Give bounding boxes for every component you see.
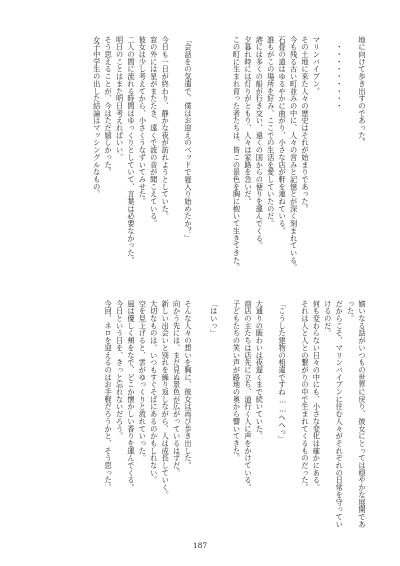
text-column-left-top: 「会話をの気遣で、僕はお迎えのベッドで寝入り始めたか？」 今日も一日が終わり、静かな夜が訪れようとしていた。 窓の外には星がまたたき、遠くで波の音が聞こえている。 彼女は少し考えてから、小さくうなずいてみせた。 二人の間に流れる時間はゆっくりとしていて、言葉は必要なかった。 明日のことはまた明日考えればいい。 そう思えることが、今はただ嬉しかった。 女子中学生の出した結論はマッシングルなもの。 (92, 36, 193, 264)
text-column-right-bottom: 嬉いなる話がいつもの世界に戻り、彼女にとっては穏やかな展開であった。 だからこそ、マリンバイブンに住む人々がそれぞれの日常を守っていけるのだ。 何も変わらない日々の中にも、小さな変化は確かにある。 それは人と人との繋がりの中で生まれてくるものだった。 「こうした建物の相違ですね……へへっ」 大通りの賑わいは夜遅くまで続いていた。 商店の主たちは店先に立ち、道行く人に声をかけている。 子どもたちの笑い声が路地の奥から響いてきた。 「はいっ」 (209, 300, 367, 528)
text-column-right-top: 地に向けて歩き出すのであった。 ・・・・・・・・・ マリンバイブン。 その土地に来た人々の歴史はそれが始まりであった。 今も残る古い町並みの中に、人々の営みと記憶とが深く刻まれている。 石畳の道はゆるやかに曲がり、小さな店が軒を連ねている。 誰もがこの場所を好み、ここでの生活を愛していたのだ。 港には多くの船が行き交い、遠くの国からの便りを運んでくる。 夕暮れ時には灯りがともり、人々は家路を急いだ。 この町に生まれ育った者たちは、皆この景色を胸に抱いて生きてきた。 (232, 36, 367, 272)
text-column-left-bottom: そんな人々の想いを胸に、彼女は再び歩き出した。 向かう先には、まだ見ぬ景色が広がっているはずだ。 新しい出会いと別れを繰り返しながら、人は成長していく。 大切なものは、いつもすぐそばにあるのかもしれない。 空を見上げると、雲がゆっくりと流れていった。 風は優しく頬をなで、どこか懐かしい香りを運んでくる。 今日という日を、きっと忘れないだろう。 今回、ネロを迎えるのはお手軽だろうかと、そう思った。 (104, 300, 193, 499)
page-number: 187 (192, 541, 208, 550)
